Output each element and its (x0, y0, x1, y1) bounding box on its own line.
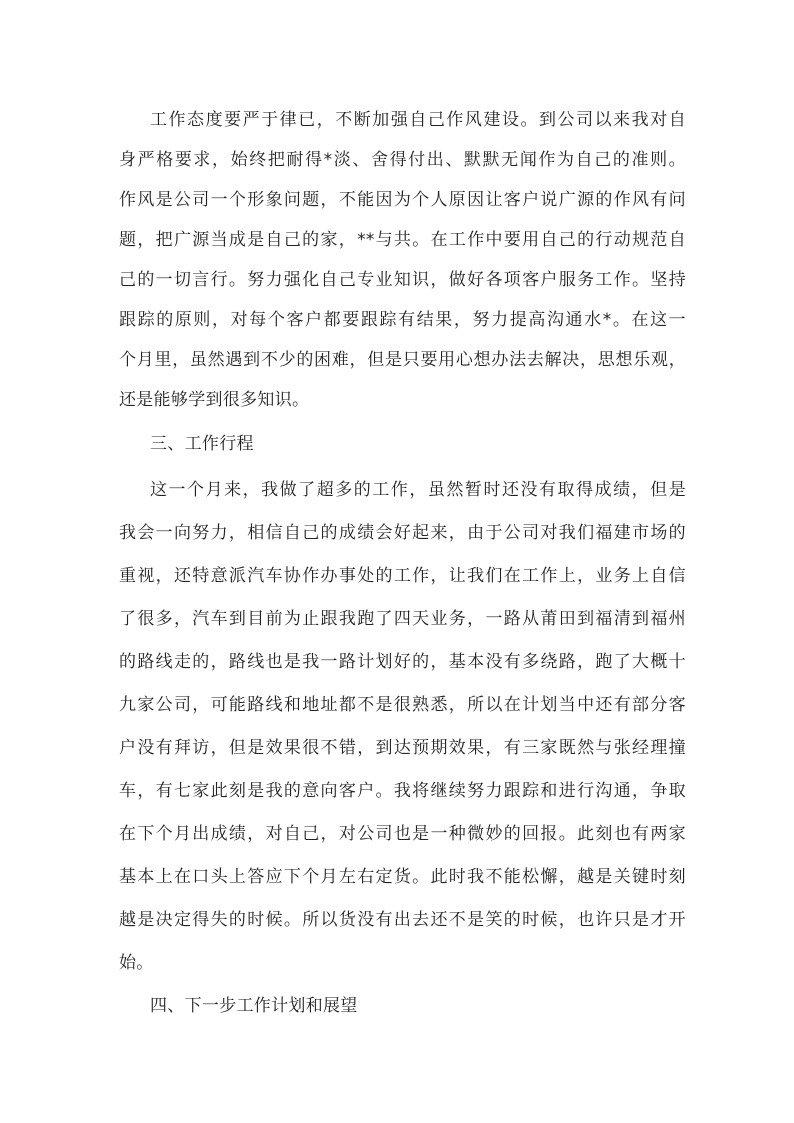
paragraph-2-line-8: 车，有七家此刻是我的意向客户。我将继续努力跟踪和进行沟通，争取 (119, 781, 686, 801)
paragraph-2-line-1: 这一个月来，我做了超多的工作，虽然暂时还没有取得成绩，但是 (150, 480, 686, 500)
paragraph-2-line-3: 重视，还特意派汽车协作办事处的工作，让我们在工作上，业务上自信 (119, 566, 686, 586)
paragraph-1-line-7: 个月里，虽然遇到不少的困难，但是只要用心想办法去解决，思想乐观， (119, 350, 686, 370)
paragraph-1-line-6: 跟踪的原则，对每个客户都要跟踪有结果，努力提高沟通水*。在这一 (119, 310, 686, 330)
paragraph-2-line-4: 了很多，汽车到目前为止跟我跑了四天业务，一路从莆田到福清到福州 (119, 609, 686, 629)
paragraph-2-line-5: 的路线走的，路线也是我一路计划好的，基本没有多绕路，跑了大概十 (119, 652, 686, 672)
paragraph-1-line-1: 工作态度要严于律已，不断加强自己作风建设。到公司以来我对自 (150, 110, 686, 130)
paragraph-2-line-11: 越是决定得失的时候。所以货没有出去还不是笑的时候，也许只是才开 (119, 910, 686, 930)
paragraph-1-line-5: 己的一切言行。努力强化自己专业知识，做好各项客户服务工作。坚持 (119, 270, 686, 290)
paragraph-2-line-9: 在下个月出成绩，对自己，对公司也是一种微妙的回报。此刻也有两家 (119, 824, 686, 844)
paragraph-1-line-3: 作风是公司一个形象问题，不能因为个人原因让客户说广源的作风有问 (119, 190, 686, 210)
paragraph-2-line-12: 始。 (119, 953, 154, 973)
paragraph-2-line-2: 我会一向努力，相信自己的成绩会好起来，由于公司对我们福建市场的 (119, 523, 686, 543)
paragraph-2-line-6: 九家公司，可能路线和地址都不是很熟悉，所以在计划当中还有部分客 (119, 695, 686, 715)
section-heading-4: 四、下一步工作计划和展望 (150, 996, 358, 1016)
paragraph-2-line-10: 基本上在口头上答应下个月左右定货。此时我不能松懈，越是关键时刻 (119, 867, 686, 887)
paragraph-1-line-8: 还是能够学到很多知识。 (119, 390, 310, 410)
paragraph-1-line-2: 身严格要求，始终把耐得*淡、舍得付出、默默无闻作为自己的准则。 (119, 150, 686, 170)
paragraph-2-line-7: 户没有拜访，但是效果很不错，到达预期效果，有三家既然与张经理撞 (119, 738, 686, 758)
paragraph-1-line-4: 题，把广源当成是自己的家，**与共。在工作中要用自己的行动规范自 (119, 230, 686, 250)
section-heading-3: 三、工作行程 (150, 434, 254, 454)
